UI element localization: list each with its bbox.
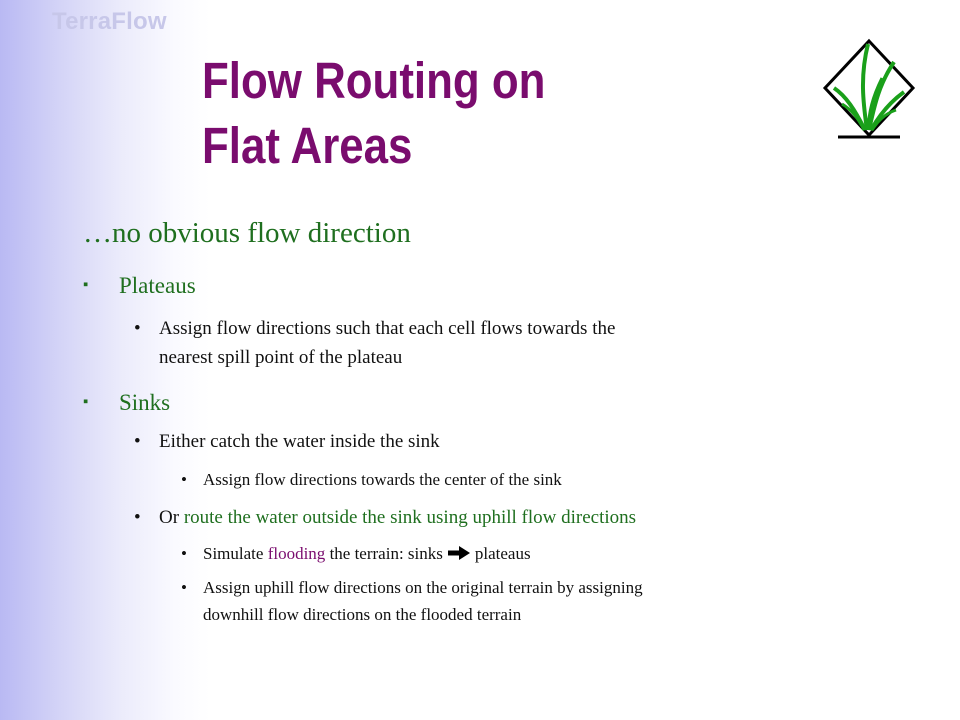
list-item-sinks-option1-detail [181,470,562,490]
right-arrow-icon [448,546,470,560]
slide-subtitle: …no obvious flow direction [83,217,411,249]
grass-logo-icon [822,38,916,144]
sinks-option1-text: Either catch the water inside the sink [159,431,440,452]
dot-bullet-icon: • [181,578,187,597]
title-line-2: Flat Areas [202,117,413,174]
assign-line2: downhill flow directions on the flooded terrain [203,605,522,624]
assign-line1: Assign uphill flow directions on the original terrain by assigning [203,578,643,597]
dot-bullet-icon: • [134,431,141,452]
list-item-sinks [83,390,170,416]
plateaus-heading: Plateaus [119,273,196,298]
list-item-plateaus [83,273,196,299]
plateaus-detail-line2: nearest spill point of the plateau [159,347,403,368]
list-item-flood [181,544,531,564]
title-line-1: Flow Routing on [202,52,546,109]
sinks-option2-prefix: Or [159,507,184,528]
dot-bullet-icon: • [134,507,141,528]
list-item-sinks-option2 [134,507,636,529]
flood-middle: the terrain: sinks [325,544,443,563]
slide-title [202,48,545,178]
flood-suffix: plateaus [474,544,531,563]
sinks-heading: Sinks [119,390,171,415]
sinks-option1-detail-text: Assign flow directions towards the center of the sink [203,470,562,489]
square-bullet-icon: ▪ [83,277,89,293]
dot-bullet-icon: • [181,544,187,563]
list-item-sinks-option1 [134,431,440,453]
plateaus-detail-line1: Assign flow directions such that each cell flows towards the [159,318,616,339]
dot-bullet-icon: • [134,318,141,339]
brand-label: TerraFlow [52,8,167,35]
flood-prefix: Simulate [203,544,268,563]
square-bullet-icon: ▪ [83,394,89,410]
dot-bullet-icon: • [181,470,187,489]
list-item-plateaus-detail [134,318,615,340]
flood-highlight: flooding [267,544,326,563]
list-item-assign [181,578,643,598]
sinks-option2-highlight: route the water outside the sink using uphill flow directions [183,507,637,528]
